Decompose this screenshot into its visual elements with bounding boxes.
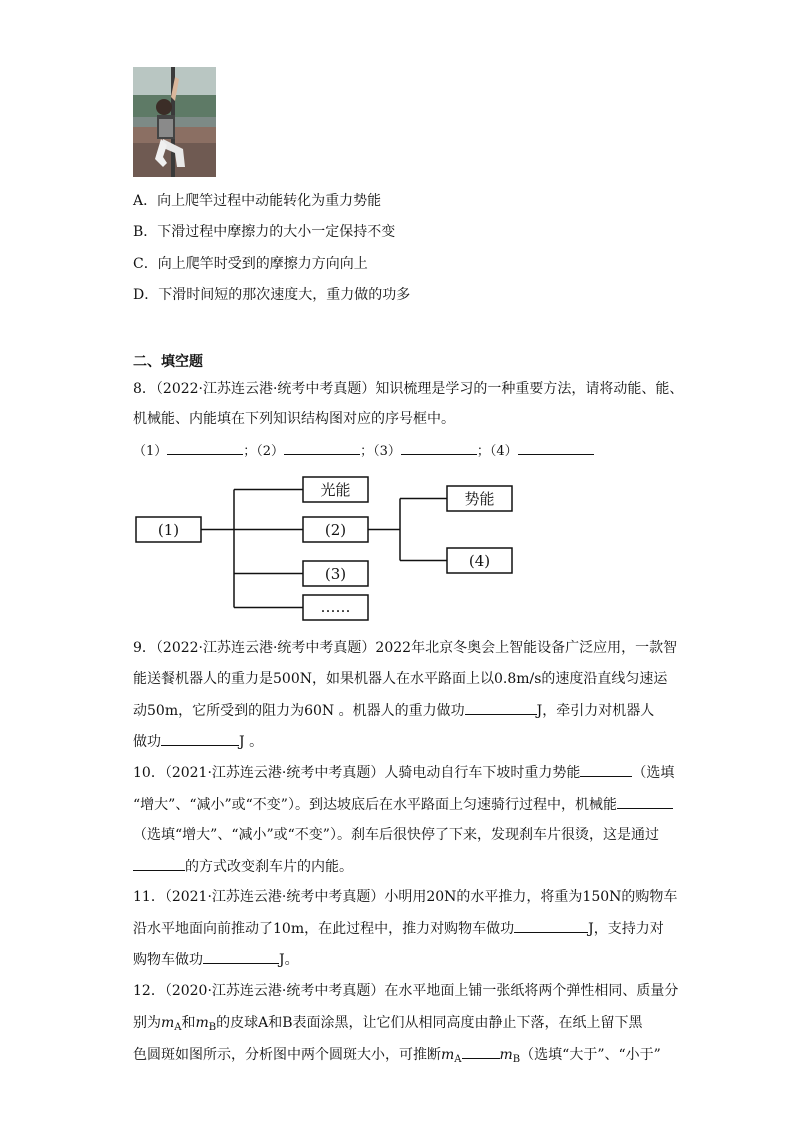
q12-mass-symbol-a2: m xyxy=(441,1047,455,1063)
q9-line3-tail: J，牵引力对机器人 xyxy=(536,703,655,719)
q11-line3-tail: J。 xyxy=(279,952,299,968)
q10-line4 xyxy=(133,856,353,877)
diagram-label-4: (4) xyxy=(468,552,491,570)
option-b: B．下滑过程中摩擦力的大小一定保持不变 xyxy=(133,224,396,240)
q8-blank-2[interactable] xyxy=(284,440,360,455)
q9-blank-2[interactable] xyxy=(161,731,239,746)
q11-line1: 11．（2021·江苏连云港·统考中考真题）小明用20N的水平推力，将重为150N的购物车 xyxy=(133,889,678,905)
q8-label-1: （1） xyxy=(133,444,168,459)
q12-sub-b: B xyxy=(208,1022,217,1033)
q8-blank-4[interactable] xyxy=(518,440,594,455)
q11-line3 xyxy=(133,949,299,970)
q8-line2: 机械能、内能填在下列知识结构图对应的序号框中。 xyxy=(133,411,455,427)
q10-blank-2[interactable] xyxy=(617,794,673,809)
q12-line2-text: 别为 xyxy=(133,1015,161,1031)
q12-line2-and: 和 xyxy=(181,1015,196,1031)
q10-line1-tail: （选填 xyxy=(632,765,675,781)
diagram-label-3: (3) xyxy=(324,565,347,583)
option-c: C．向上爬竿时受到的摩擦力方向向上 xyxy=(133,256,368,272)
knowledge-structure-diagram xyxy=(130,470,530,630)
option-a: A．向上爬竿过程中动能转化为重力势能 xyxy=(133,193,382,209)
q9-line4-text: 做功 xyxy=(133,734,161,750)
q11-line2 xyxy=(133,918,664,939)
q12-line1: 12．（2020·江苏连云港·统考中考真题）在水平地面上铺一张纸将两个弹性相同、质量分 xyxy=(133,983,679,999)
diagram-connector-right xyxy=(368,499,447,561)
q12-mass-symbol-b: m xyxy=(195,1015,209,1031)
q12-line3 xyxy=(133,1044,661,1070)
diagram-label-1: (1) xyxy=(157,521,180,539)
q11-line2-text: 沿水平地面向前推动了10m，在此过程中，推力对购物车做功 xyxy=(133,921,515,937)
q9-line3 xyxy=(133,700,654,721)
q12-line3-tail: （选填“大于”、“小于” xyxy=(520,1047,661,1063)
option-d: D．下滑时间短的那次速度大，重力做的功多 xyxy=(133,287,411,303)
q9-line1: 9．（2022·江苏连云港·统考中考真题）2022年北京冬奥会上智能设备广泛应用，一款智 xyxy=(133,640,678,656)
q12-line3-text: 色圆斑如图所示，分析图中两个圆斑大小，可推断 xyxy=(133,1047,441,1063)
q11-blank-2[interactable] xyxy=(203,949,279,964)
q10-line2-text: “增大”、“减小”或“不变”）。到达坡底后在水平路面上匀速骑行过程中，机械能 xyxy=(133,797,617,813)
q8-blanks xyxy=(133,440,594,462)
q12-sub-a2: A xyxy=(454,1054,462,1065)
q10-line2 xyxy=(133,794,673,815)
q9-blank-1[interactable] xyxy=(465,700,537,715)
q10-line3: （选填“增大”、“减小”或“不变”）。刹车后很快停了下来，发现刹车片很烫，这是通过 xyxy=(133,827,659,843)
q12-line2-tail: 的皮球A和B表面涂黑，让它们从相同高度由静止下落，在纸上留下黑 xyxy=(216,1015,643,1031)
q12-blank-1[interactable] xyxy=(462,1044,500,1059)
diagram-connector-left xyxy=(201,490,303,608)
q9-line3-text: 动50m，它所受到的阻力为60N 。机器人的重力做功 xyxy=(133,703,465,719)
q11-line2-tail: J，支持力对 xyxy=(588,921,664,937)
q8-label-2: ；（2） xyxy=(243,444,285,459)
q12-line2 xyxy=(133,1013,643,1038)
q11-line3-text: 购物车做功 xyxy=(133,952,203,968)
q12-sub-b2: B xyxy=(512,1054,521,1065)
q10-line1-text: 10．（2021·江苏连云港·统考中考真题）人骑电动自行车下坡时重力势能 xyxy=(133,765,581,781)
q9-line4 xyxy=(133,731,263,752)
q8-label-4: ；（4） xyxy=(476,444,518,459)
q12-mass-symbol-a: m xyxy=(161,1015,175,1031)
q8-label-3: ；（3） xyxy=(360,444,401,459)
diagram-label-potential: 势能 xyxy=(464,490,495,508)
q10-blank-1[interactable] xyxy=(580,762,632,777)
q10-line4-text: 的方式改变刹车片的内能。 xyxy=(185,859,353,875)
q10-blank-3[interactable] xyxy=(133,856,185,871)
diagram-label-2: (2) xyxy=(324,521,347,539)
q8-blank-1[interactable] xyxy=(167,440,243,455)
q8-line1: 8．（2022·江苏连云港·统考中考真题）知识梳理是学习的一种重要方法，请将动能、能、 xyxy=(133,381,684,397)
section-title: 二、填空题 xyxy=(133,354,203,370)
diagram-label-more: …… xyxy=(320,598,351,616)
climbing-photo xyxy=(133,67,216,177)
q8-blank-3[interactable] xyxy=(401,440,477,455)
q12-sub-a: A xyxy=(174,1022,182,1033)
q9-line2: 能送餐机器人的重力是500N，如果机器人在水平路面上以0.8m/s的速度沿直线匀速运 xyxy=(133,671,668,687)
q11-blank-1[interactable] xyxy=(514,918,588,933)
diagram-label-light: 光能 xyxy=(320,481,351,499)
q12-mass-symbol-b2: m xyxy=(499,1047,513,1063)
q10-line1 xyxy=(133,762,674,783)
q9-line4-tail: J 。 xyxy=(239,734,264,750)
